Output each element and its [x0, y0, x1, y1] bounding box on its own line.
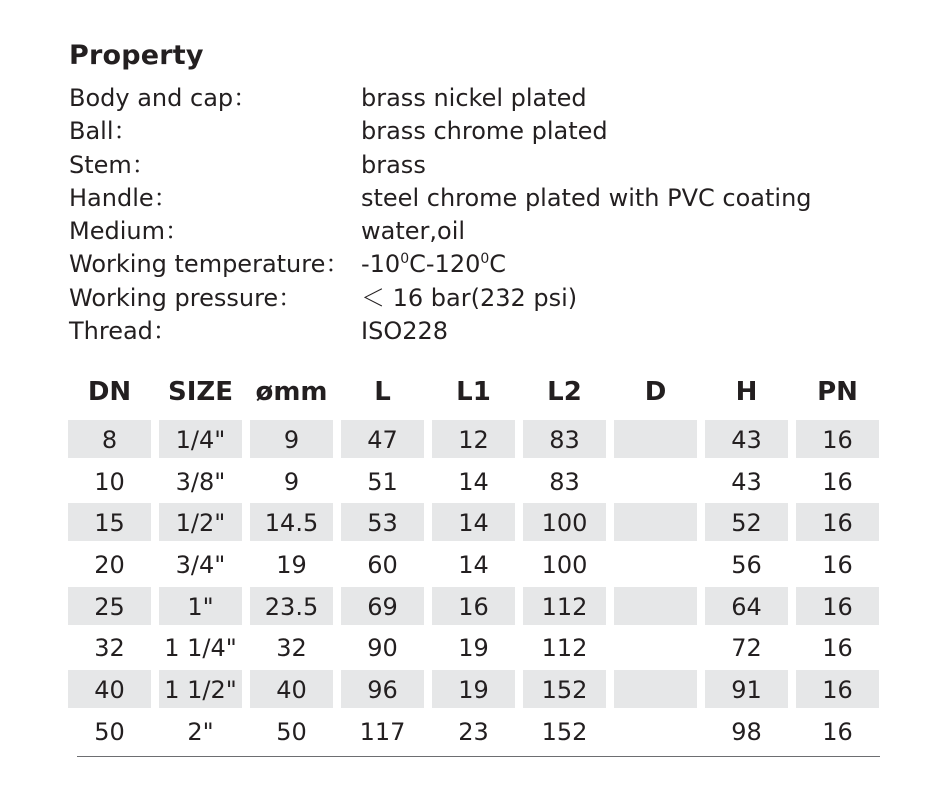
table-row [68, 458, 880, 500]
property-label: Thread： [69, 317, 177, 346]
table-cell: 1 1/2" [159, 670, 242, 708]
table-cell: 43 [705, 420, 788, 458]
table-cell: 12 [432, 420, 515, 458]
table-cell: 14 [458, 551, 489, 580]
table-cell: 96 [341, 670, 424, 708]
working-temperature-value [361, 248, 506, 281]
table-cell: 64 [705, 587, 788, 625]
table-cell: 15 [68, 503, 151, 541]
table-cell: 43 [731, 467, 762, 496]
table-cell: 14.5 [250, 503, 333, 541]
section-title: Property [69, 40, 204, 71]
property-value: brass chrome plated [361, 117, 608, 146]
column-header: SIZE [167, 377, 233, 407]
property-row [69, 149, 869, 182]
table-cell: 16 [822, 551, 853, 580]
property-row [69, 115, 869, 148]
column-header: DN [87, 377, 132, 407]
property-value: ISO228 [361, 317, 449, 346]
table-cell: 9 [250, 420, 333, 458]
table-cell: 16 [432, 587, 515, 625]
table-cell: 98 [731, 717, 762, 746]
property-label: Medium： [69, 217, 189, 246]
table-cell: 16 [796, 587, 879, 625]
table-cell: 8 [68, 420, 151, 458]
table-cell: 20 [94, 551, 125, 580]
table-cell: 51 [367, 467, 398, 496]
degree-mark: 0 [400, 251, 410, 268]
table-cell: 60 [367, 551, 398, 580]
table-body [68, 416, 880, 750]
table-cell: 9 [283, 467, 300, 496]
table-cell: 3/8" [175, 467, 226, 496]
table-cell: 90 [367, 634, 398, 663]
table-cell: 25 [68, 587, 151, 625]
table-cell [614, 420, 697, 458]
table-cell: 152 [523, 670, 606, 708]
dimension-table [68, 372, 880, 750]
property-label: Ball： [69, 117, 138, 146]
table-cell: 91 [705, 670, 788, 708]
property-label: Stem： [69, 150, 156, 179]
table-row [68, 416, 880, 458]
table-header-row [68, 372, 880, 416]
property-value: ＜ 16 bar(232 psi) [361, 283, 578, 312]
table-cell: 72 [731, 634, 762, 663]
column-header: D [644, 377, 667, 407]
property-list [69, 82, 869, 348]
table-cell: 152 [541, 717, 588, 746]
table-cell: 2" [187, 717, 214, 746]
table-cell: 50 [276, 717, 307, 746]
table-cell: 100 [523, 503, 606, 541]
table-row [68, 624, 880, 666]
table-cell: 1/4" [159, 420, 242, 458]
table-cell: 23 [458, 717, 489, 746]
table-cell: 40 [68, 670, 151, 708]
table-cell: 3/4" [175, 551, 226, 580]
table-cell [614, 670, 697, 708]
temperature-high: C-120 [409, 250, 481, 279]
table-cell: 112 [541, 634, 588, 663]
table-cell: 32 [94, 634, 125, 663]
table-cell [614, 545, 697, 583]
table-cell: 83 [549, 467, 580, 496]
table-cell [614, 462, 697, 500]
property-label: Working temperature： [69, 250, 350, 279]
table-cell: 1 1/4" [164, 634, 237, 663]
table-cell: 50 [94, 717, 125, 746]
table-cell: 112 [523, 587, 606, 625]
table-cell: 40 [250, 670, 333, 708]
degree-mark: 0 [480, 251, 490, 268]
temperature-unit: C [489, 250, 507, 279]
table-row [68, 708, 880, 750]
temperature-low: -10 [361, 250, 401, 279]
table-cell: 14 [458, 467, 489, 496]
property-row [69, 82, 869, 115]
column-header: L2 [547, 377, 582, 407]
table-cell: 1" [159, 587, 242, 625]
column-header: PN [817, 377, 858, 407]
property-row [69, 248, 869, 281]
table-cell [614, 712, 697, 750]
property-label: Working pressure： [69, 283, 303, 312]
table-cell: 117 [359, 717, 406, 746]
table-cell: 14 [432, 503, 515, 541]
table-cell: 10 [94, 467, 125, 496]
table-row [68, 583, 880, 625]
property-row [69, 315, 869, 348]
table-row [68, 499, 880, 541]
table-cell [614, 587, 697, 625]
property-row [69, 215, 869, 248]
table-cell: 16 [796, 420, 879, 458]
table-cell [614, 628, 697, 666]
table-cell: 47 [341, 420, 424, 458]
table-cell: 32 [276, 634, 307, 663]
table-cell: 53 [341, 503, 424, 541]
property-value: water,oil [361, 217, 466, 246]
table-cell: 83 [523, 420, 606, 458]
property-label: Body and cap： [69, 84, 258, 112]
column-header: H [735, 377, 758, 407]
table-cell: 1/2" [159, 503, 242, 541]
property-value: steel chrome plated with PVC coating [361, 183, 812, 212]
property-value: brass [361, 150, 426, 179]
table-row [68, 666, 880, 708]
property-label: Handle： [69, 183, 178, 212]
table-cell: 100 [541, 551, 588, 580]
table-cell: 16 [822, 717, 853, 746]
property-row [69, 282, 869, 315]
column-header: L1 [456, 377, 491, 407]
table-cell: 16 [796, 503, 879, 541]
table-cell: 19 [432, 670, 515, 708]
table-cell: 23.5 [250, 587, 333, 625]
table-cell [614, 503, 697, 541]
table-cell: 69 [341, 587, 424, 625]
property-row [69, 182, 869, 215]
table-cell: 16 [796, 670, 879, 708]
table-cell: 56 [731, 551, 762, 580]
table-cell: 52 [705, 503, 788, 541]
column-header: L [374, 377, 391, 407]
column-header: ømm [255, 377, 328, 407]
table-row [68, 541, 880, 583]
table-cell: 19 [276, 551, 307, 580]
property-value: brass nickel plated [361, 84, 587, 112]
table-cell: 16 [822, 467, 853, 496]
table-cell: 16 [822, 634, 853, 663]
table-bottom-rule [77, 756, 880, 757]
table-cell: 19 [458, 634, 489, 663]
